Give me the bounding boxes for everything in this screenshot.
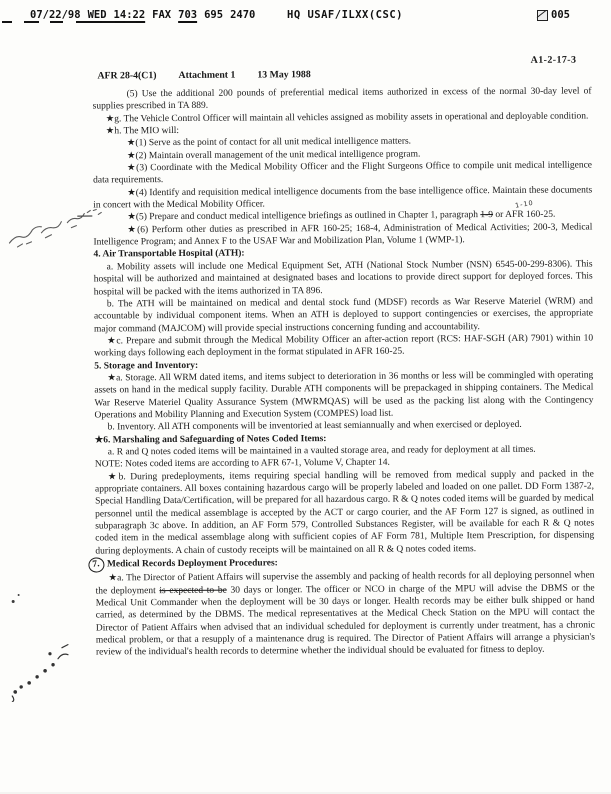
para-3g: ★g. The Vehicle Control Officer will maintain all vehicles assigned as mobility assets in operational and deployable condition.: [105, 111, 589, 125]
handwritten-correction: 1-10: [514, 199, 535, 211]
document-date: 13 May 1988: [257, 69, 311, 81]
para-6a: a. R and Q notes coded items will be maintained in a vaulted storage area, and ready for deployment at all times.: [107, 444, 536, 458]
section-5-heading: 5. Storage and Inventory:: [94, 360, 199, 372]
para-3h-1: ★(1) Serve as the point of contact for all unit medical intelligence matters.: [126, 136, 412, 149]
para-5a: ★a. Storage. All WRM dated items, and items subject to deterioration in 36 months or less will be commingled with operating assets on hand in the medical supply facility. Durable ATH components will be prepackaged in shipping containers. The Medical War Reserve Materiel Quality Assurance System (MWRMQAS) will be used as the packing list along with the Contingency Operations and Mobility Planning and Execution System (COMPES) load list.: [94, 370, 594, 421]
para-3-5: (5) Use the additional 200 pounds of preferential medical items authorized in excess of the normal 30-day level of supplies prescribed in TA 889.: [92, 86, 592, 112]
para-3h-3: ★(3) Coordinate with the Medical Mobility Officer and the Flight Surgeons Office to compile unit medical intelligence data requirements.: [93, 160, 593, 186]
para-4b: b. The ATH will be maintained on medical and dental stock fund (MDSF) records as War Reserve Materiel (WRM) and accountable by individual component items. When an ATH is deployed to support contingencies or exercises, the appropriate major command (MAJCOM) will provide special instructions concerning funding and accountability.: [93, 296, 593, 335]
regulation-number: AFR 28-4(C1): [97, 70, 157, 82]
fax-date: 07/22/98: [30, 9, 81, 21]
para-4a: a. Mobility assets will include one Medical Equipment Set, ATH (National Stock Number (NSN) 6545-00-299-8306). This hospital will be authorized and maintained at designated bases and locations to provide direct support for deployed forces. This hospital will be packed with the items authorized in TA 896.: [93, 259, 593, 297]
para-3h-5-tail: or AFR 160-25.: [492, 210, 556, 221]
attachment-label: Attachment 1: [178, 69, 236, 81]
scan-speck: [12, 600, 15, 603]
para-3h-5-text: ★(5) Prepare and conduct medical intelligence briefings as outlined in Chapter 1, paragraph: [127, 210, 481, 223]
fax-word: FAX: [152, 9, 172, 21]
page-id: A1-2-17-3: [530, 54, 577, 66]
para-7a-text: ★a. The Director of Patient Affairs will supervise the assembly and packing of health records for all deploying personnel when the deployment: [95, 570, 595, 597]
para-7a-tail: 30 days or longer. The officer or NCO in charge of the MPU will advise the DBMS or the Medical Unit Commander when the deployment will be 30 days or longer. Health records may be either bulk shipped or hand carried, as determined by the DBMS. The medical representatives at the Medical Check Station on the MPU will contact the Director of Patient Affairs when advised that an individual scheduled for deployment is currently under treatment, has a chronic medical problem, or that a resupply of a maintenance drug is required. The Director of Patient Affairs will arrange a physician's review of the individual's health records to determine whether the individual should be evaluated for fitness to deploy.: [95, 583, 595, 658]
fax-time: 14:22: [113, 9, 146, 21]
handwritten-dotted-scribble: [6, 640, 78, 702]
struck-phrase: is expected to be: [159, 585, 227, 596]
para-3h-4: ★(4) Identify and requisition medical intelligence documents from the base intelligence office. Maintain these documents in concert with the Medical Mobility Officer.: [93, 185, 593, 211]
para-6-note: NOTE: Notes coded items are according to AFR 67-1, Volume V, Chapter 14.: [94, 457, 390, 470]
fax-number-prefix: 695: [204, 9, 224, 21]
fax-number-area-code: 703: [178, 9, 198, 21]
scan-speck: [18, 594, 20, 596]
para-6b: ★b. During predeployments, items requiring special handling will be removed from medical supply and packed in the appropriate containers. All boxes containing hazardous cargo will be properly labeled and loaded on one pallet. DD Form 1387-2, Special Handling Data/Certification, will be prepared for all hazardous cargo. R & Q notes coded items will be guarded by medical personnel until the medical assemblage is accepted by the ACT or cargo courier, and the AF Form 127 is signed, as outlined in subparagraph 3c above. In addition, an AF Form 579, Controlled Substances Register, will be available for each R & Q notes coded item in the medical assemblage along with sufficient copies of AF Form 781, Multiple Item Prescription, for dispensing during deployments. A chain of custody receipts will be maintained on all R & Q notes coded items.: [94, 469, 595, 557]
section-4-heading: 4. Air Transportable Hospital (ATH):: [93, 249, 245, 260]
para-4c: ★c. Prepare and submit through the Medical Mobility Officer an after-action report (RCS: HAF-SGH (AR) 7901) within 10 working days following each deployment in the format stipulated in AFR 160-25.: [94, 333, 594, 359]
section-7-title: Medical Records Deployment Procedures:: [104, 558, 278, 570]
fax-day: WED: [87, 9, 107, 21]
fax-page-number: 005: [551, 9, 570, 21]
handwritten-margin-scribble: [5, 201, 105, 252]
fax-number-line: 2470: [230, 9, 256, 21]
section-6-heading: ★6. Marshaling and Safeguarding of Notes Coded Items:: [94, 433, 327, 446]
handwritten-circle-annotation: 7.: [88, 557, 105, 574]
struck-paragraph-ref: 1-9: [480, 210, 494, 221]
para-3h-2: ★(2) Maintain overall management of the unit medical intelligence program.: [126, 149, 421, 161]
document-title-line: [97, 69, 310, 81]
para-7a: [95, 570, 595, 659]
para-5b: b. Inventory. All ATH components will be inventoried at least semiannually and when exercised or deployed.: [107, 420, 522, 433]
document-body: [93, 85, 595, 659]
para-3h: ★h. The MIO will:: [105, 125, 180, 137]
para-3h-6: ★(6) Perform other duties as prescribed in AFR 160-25; 168-4, Administration of Medical Activities; 200-3, Medical Intelligence Program; and Annex F to the USAF War and Mobilization Plan, Volume 1 (WMP-1).: [93, 222, 593, 248]
fax-sender-name: HQ USAF/ILXX(CSC): [287, 9, 403, 21]
